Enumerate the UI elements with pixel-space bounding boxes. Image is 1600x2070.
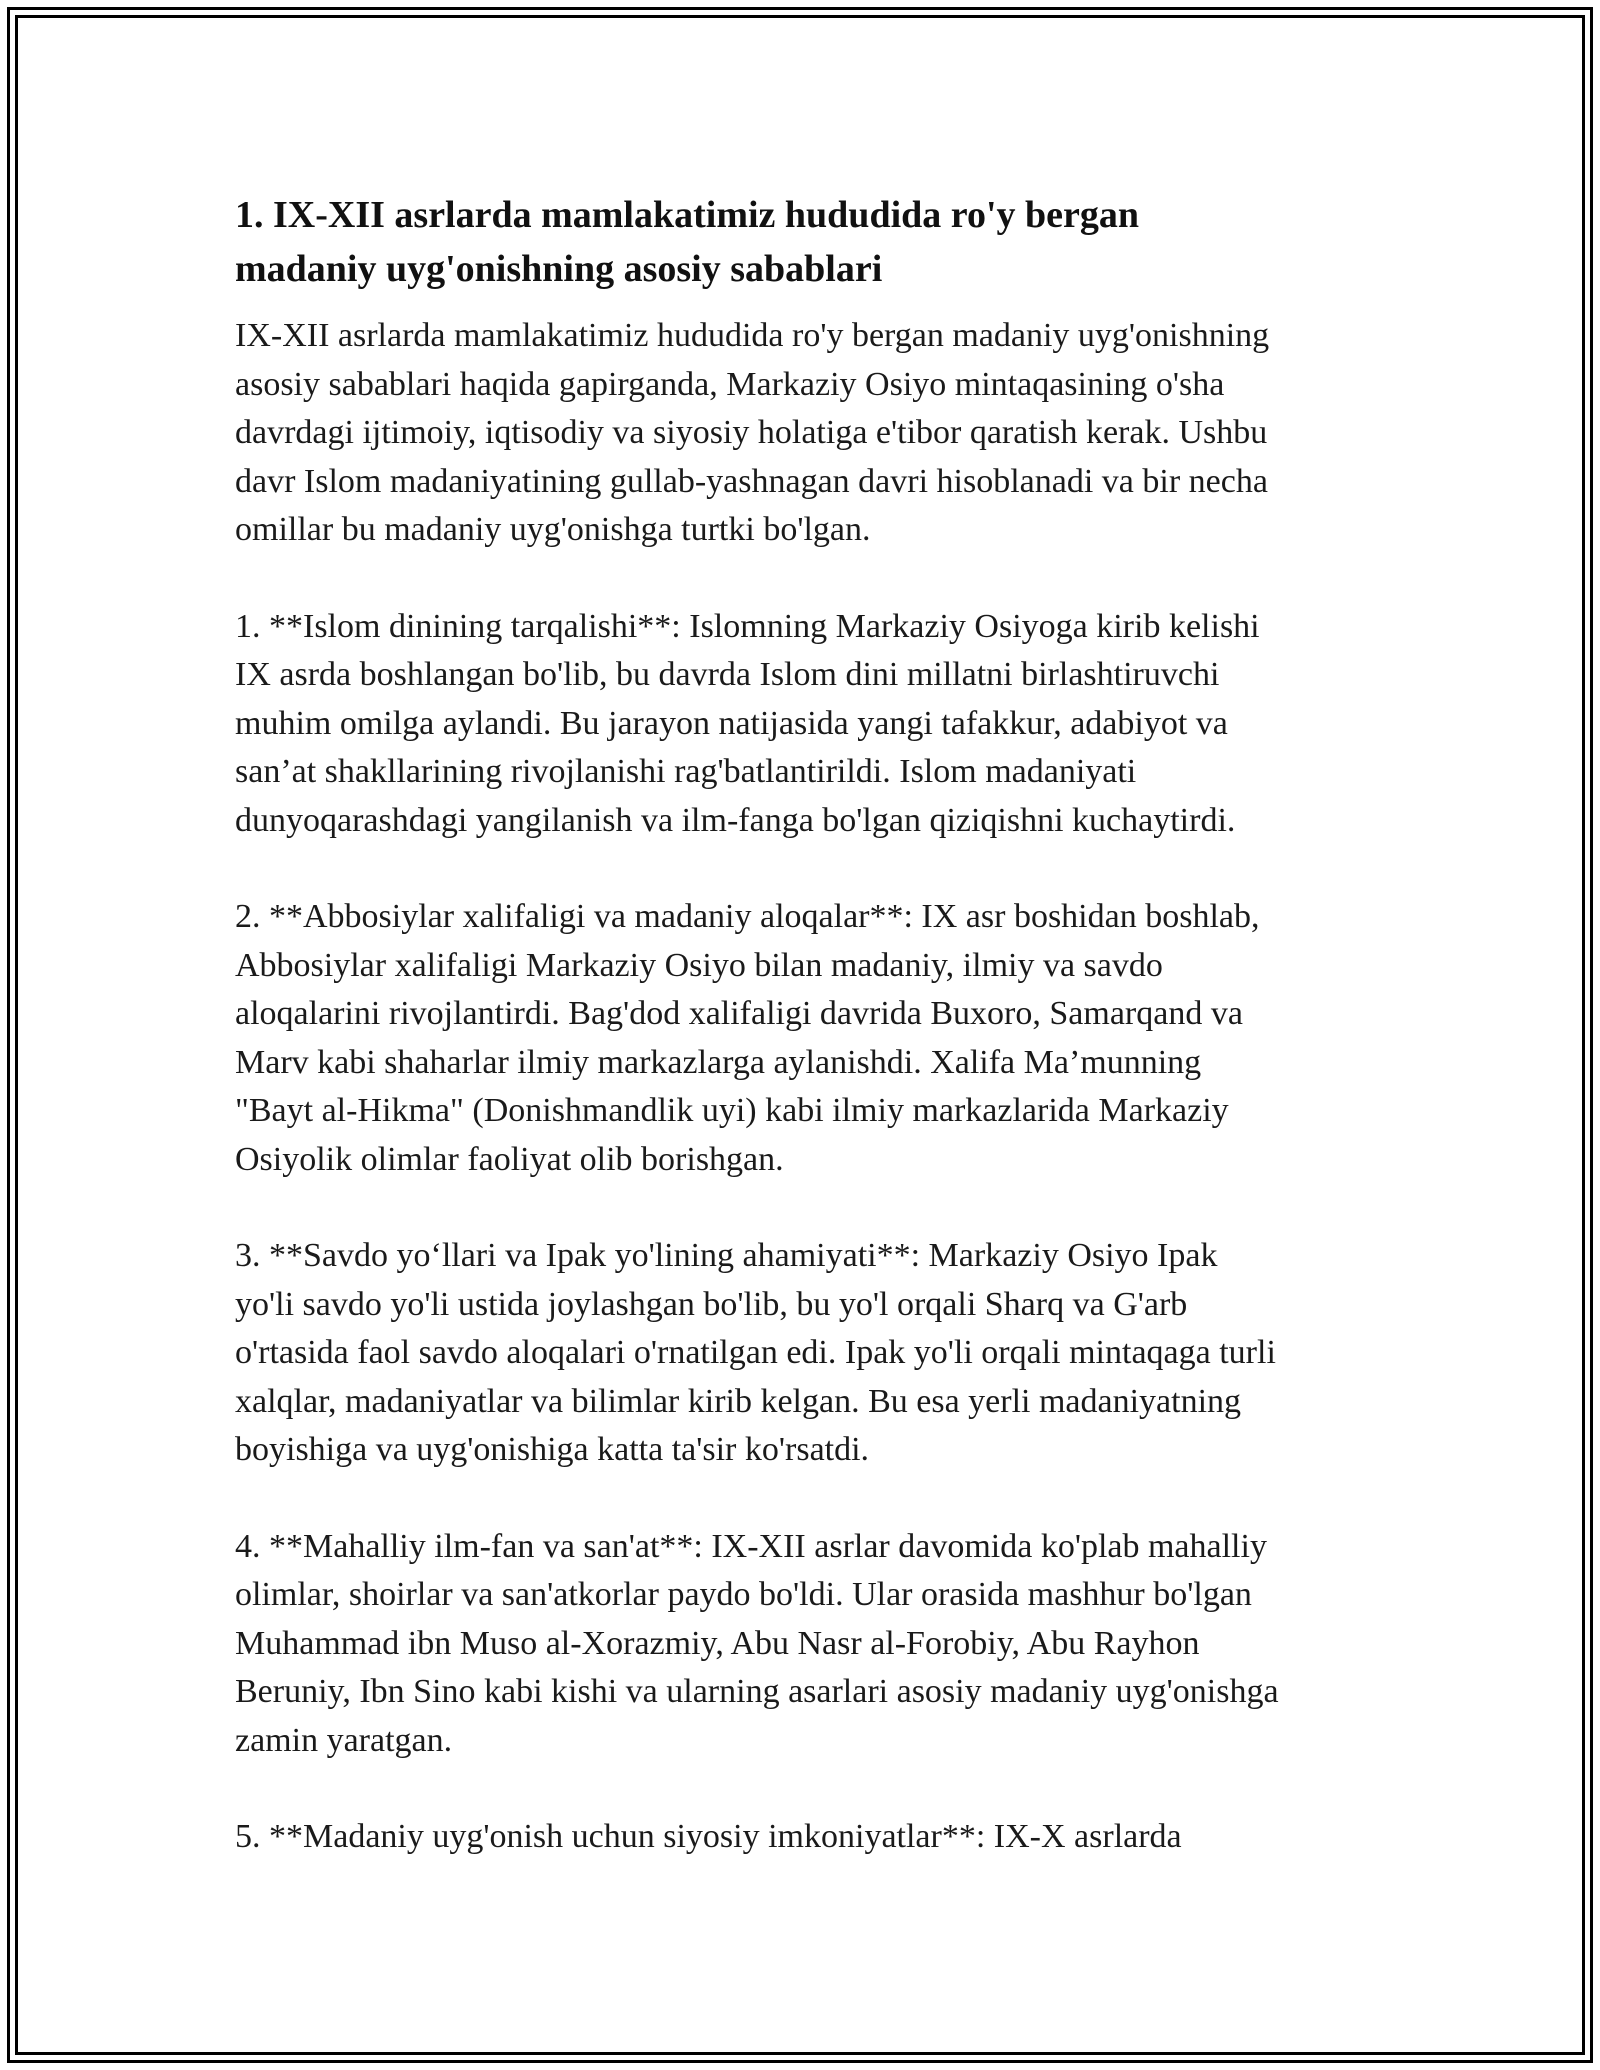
intro-paragraph: IX-XII asrlarda mamlakatimiz hududida ro'y bergan madaniy uyg'onishning asosiy sabablari haqida gapirganda, Markaziy Osiyo mintaqasining o'sha davrdagi ijtimoiy, iqtisodiy va siyosiy holatiga e'tibor qaratish kerak. Ushbu davr Islom madaniyatining gullab-yashnagan davri hisoblanadi va bir necha omillar bu madaniy uyg'onishga turtki bo'lgan.	[235, 317, 1270, 548]
list-item-2: 2. **Abbosiylar xalifaligi va madaniy aloqalar**: IX asr boshidan boshlab, Abbosiylar xalifaligi Markaziy Osiyo bilan madaniy, ilmiy va savdo aloqalarini rivojlantirdi. Bag'dod xalifaligi davrida Buxoro, Samarqand va Marv kabi shaharlar ilmiy markazlarga aylanishdi. Xalifa Ma’munning "Bayt al-Hikma" (Donishmandlik uyi) kabi ilmiy markazlarida Markaziy Osiyolik olimlar faoliyat olib borishgan.	[235, 898, 1260, 1178]
list-item-5: 5. **Madaniy uyg'onish uchun siyosiy imkoniyatlar**: IX-X asrlarda	[235, 1818, 1182, 1855]
list-item-4: 4. **Mahalliy ilm-fan va san'at**: IX-XII asrlar davomida ko'plab mahalliy olimlar, shoirlar va san'atkorlar paydo bo'ldi. Ular orasida mashhur bo'lgan Muhammad ibn Muso al-Xorazmiy, Abu Nasr al-Forobiy, Abu Rayhon Beruniy, Ibn Sino kabi kishi va ularning asarlari asosiy madaniy uyg'onishga zamin yaratgan.	[235, 1527, 1279, 1759]
document-title	[235, 188, 1385, 296]
list-item-3: 3. **Savdo yo‘llari va Ipak yo'lining ahamiyati**: Markaziy Osiyo Ipak yo'li savdo yo'li ustida joylashgan bo'lib, bu yo'l orqali Sharq va G'arb o'rtasida faol savdo aloqalari o'rnatilgan edi. Ipak yo'li orqali mintaqaga turli xalqlar, madaniyatlar va bilimlar kirib kelgan. Bu esa yerli madaniyatning boyishiga va uyg'onishiga katta ta'sir ko'rsatdi.	[235, 1237, 1276, 1468]
title-line-2: madaniy uyg'onishning asosiy sabablari	[235, 248, 883, 290]
list-item-1: 1. **Islom dinining tarqalishi**: Islomning Markaziy Osiyoga kirib kelishi IX asrda boshlangan bo'lib, bu davrda Islom dini millatni birlashtiruvchi muhim omilga aylandi. Bu jarayon natijasida yangi tafakkur, adabiyot va san’at shakllarining rivojlanishi rag'batlantirildi. Islom madaniyati dunyoqarashdagi yangilanish va ilm-fanga bo'lgan qiziqishni kuchaytirdi.	[235, 607, 1260, 839]
document-body	[235, 188, 1385, 1862]
title-line-1: 1. IX-XII asrlarda mamlakatimiz hududida ro'y bergan	[235, 194, 1140, 236]
